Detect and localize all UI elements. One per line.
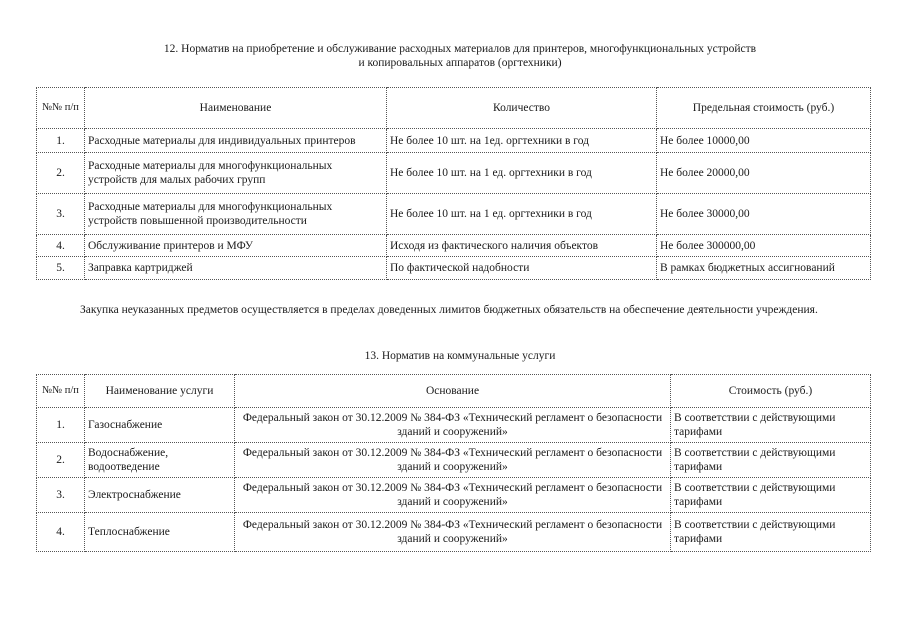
table-row [37,194,871,235]
table-row [37,408,871,443]
row-price: Не более 30000,00 [657,194,871,235]
table-row [37,129,871,153]
row-num: 2. [37,443,85,478]
utilities-table [36,374,871,552]
row-basis: Федеральный закон от 30.12.2009 № 384-ФЗ «Технический регламент о безопасности зданий и сооружений» [235,443,671,478]
row-cost: В соответствии с действующими тарифами [671,478,871,513]
row-basis: Федеральный закон от 30.12.2009 № 384-ФЗ «Технический регламент о безопасности зданий и сооружений» [235,513,671,552]
header-name: Наименование услуги [85,375,235,408]
row-name: Газоснабжение [85,408,235,443]
row-cost: В соответствии с действующими тарифами [671,443,871,478]
table-row [37,513,871,552]
row-num: 2. [37,153,85,194]
row-name: Теплоснабжение [85,513,235,552]
row-name: Расходные материалы для индивидуальных принтеров [85,129,387,153]
header-cost: Стоимость (руб.) [671,375,871,408]
row-name: Электроснабжение [85,478,235,513]
procurement-note: Закупка неуказанных предметов осуществляется в пределах доведенных лимитов бюджетных обязательств на обеспечение деятельности учреждения. [80,304,818,316]
table-row [37,257,871,280]
row-price: Не более 300000,00 [657,235,871,257]
row-price: В рамках бюджетных ассигнований [657,257,871,280]
row-quantity: Не более 10 шт. на 1 ед. оргтехники в год [387,194,657,235]
header-num: №№ п/п [37,88,85,129]
table-header-row [37,375,871,408]
row-name: Расходные материалы для многофункциональных устройств повышенной производительности [85,194,387,235]
row-num: 4. [37,235,85,257]
section-13-title: 13. Норматив на коммунальные услуги [364,350,556,362]
row-price: Не более 10000,00 [657,129,871,153]
table-row [37,153,871,194]
row-basis: Федеральный закон от 30.12.2009 № 384-ФЗ «Технический регламент о безопасности зданий и сооружений» [235,478,671,513]
row-name: Водоснабжение, водоотведение [85,443,235,478]
table-row [37,235,871,257]
row-quantity: Не более 10 шт. на 1 ед. оргтехники в год [387,153,657,194]
row-quantity: По фактической надобности [387,257,657,280]
section-12-title-line2: и копировальных аппаратов (оргтехники) [358,57,562,69]
row-name: Обслуживание принтеров и МФУ [85,235,387,257]
row-name: Заправка картриджей [85,257,387,280]
section-12-title-line1: 12. Норматив на приобретение и обслуживание расходных материалов для принтеров, многофункциональных устройств [163,43,757,55]
row-name: Расходные материалы для многофункциональных устройств для малых рабочих групп [85,153,387,194]
row-basis: Федеральный закон от 30.12.2009 № 384-ФЗ «Технический регламент о безопасности зданий и сооружений» [235,408,671,443]
row-cost: В соответствии с действующими тарифами [671,513,871,552]
section-12-title [60,42,860,70]
header-basis: Основание [235,375,671,408]
row-num: 3. [37,478,85,513]
header-num: №№ п/п [37,375,85,408]
row-cost: В соответствии с действующими тарифами [671,408,871,443]
row-quantity: Исходя из фактического наличия объектов [387,235,657,257]
header-price: Предельная стоимость (руб.) [657,88,871,129]
header-name: Наименование [85,88,387,129]
row-num: 3. [37,194,85,235]
row-num: 5. [37,257,85,280]
table-row [37,478,871,513]
row-price: Не более 20000,00 [657,153,871,194]
row-num: 1. [37,129,85,153]
header-quantity: Количество [387,88,657,129]
row-num: 1. [37,408,85,443]
table-header-row [37,88,871,129]
row-quantity: Не более 10 шт. на 1ед. оргтехники в год [387,129,657,153]
row-num: 4. [37,513,85,552]
table-row [37,443,871,478]
consumables-table [36,87,871,280]
